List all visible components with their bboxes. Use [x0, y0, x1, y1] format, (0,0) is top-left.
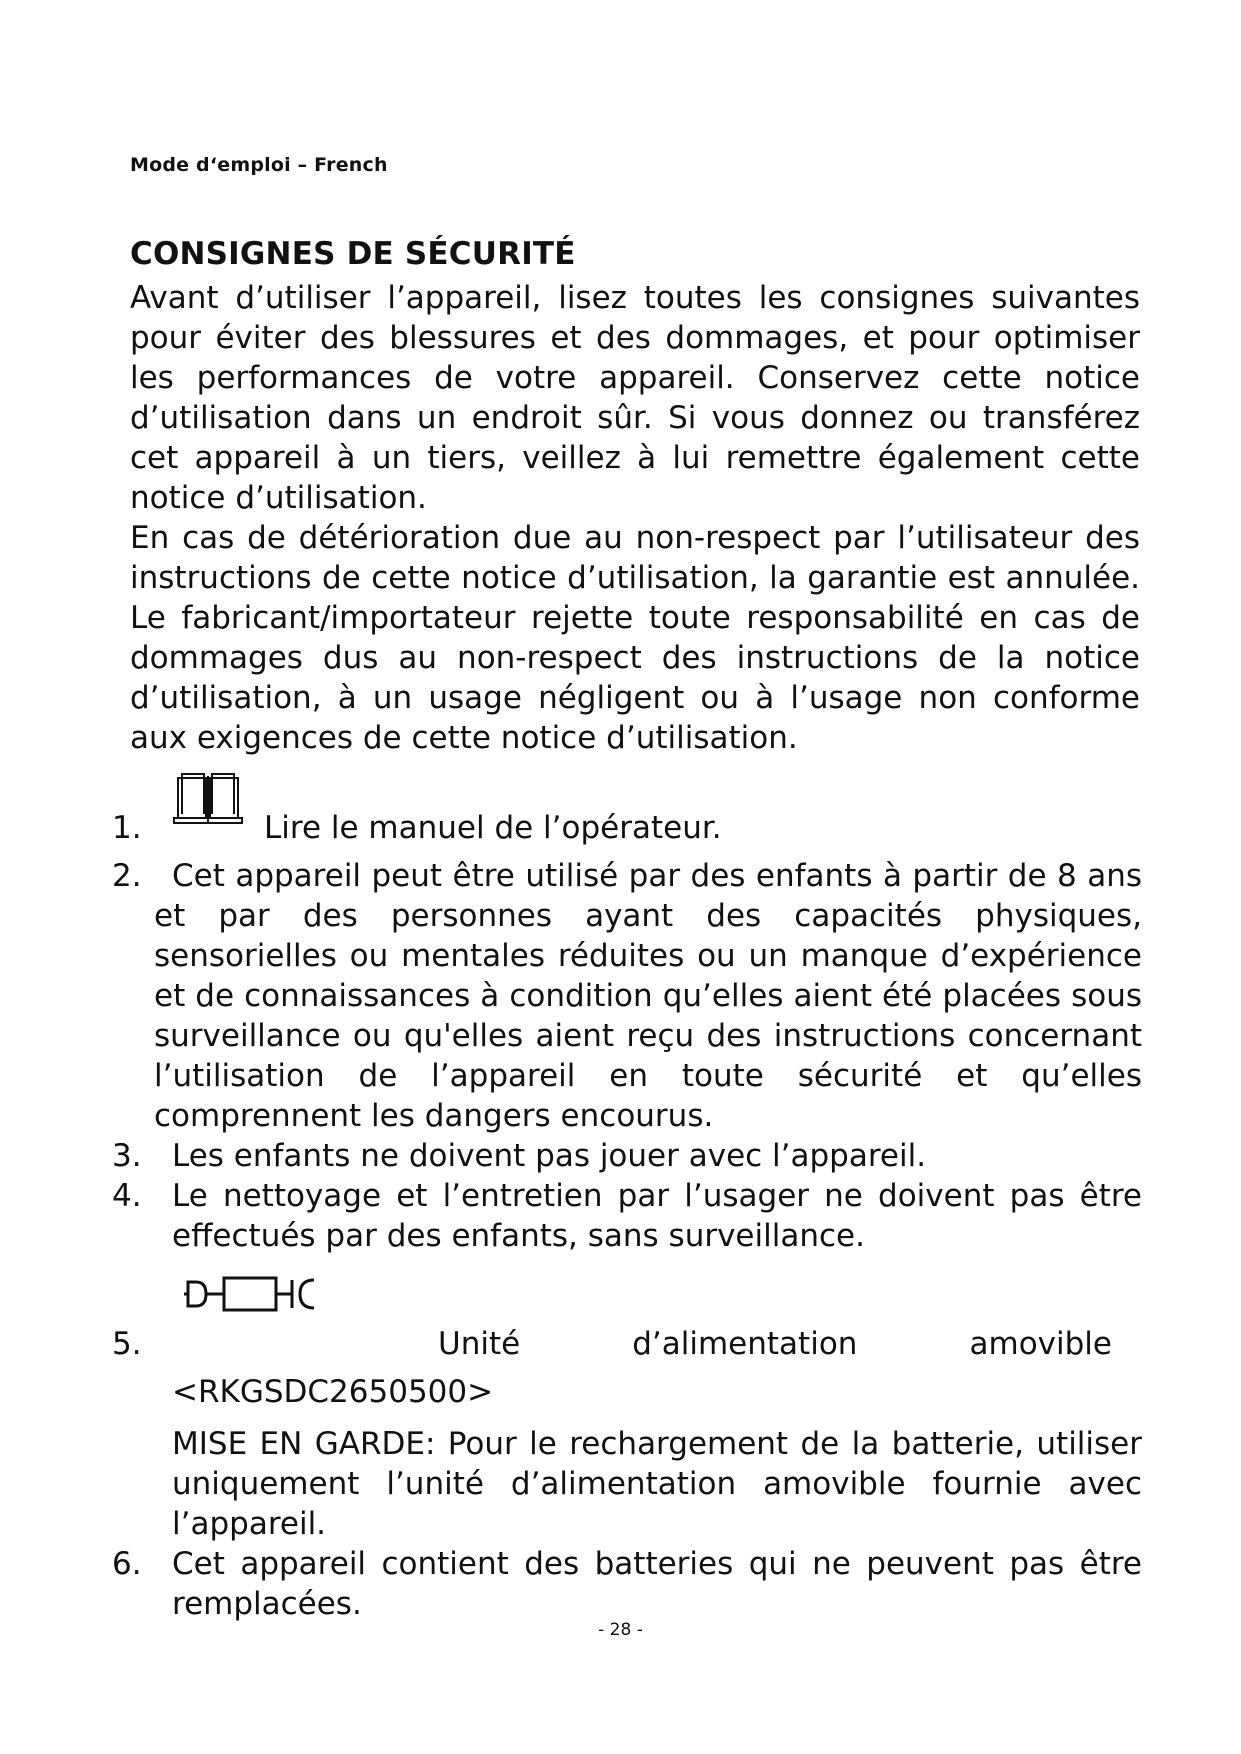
list-item — [112, 856, 1142, 1136]
section-title: CONSIGNES DE SÉCURITÉ — [130, 236, 576, 272]
list-item — [112, 1136, 1142, 1176]
power-unit-details — [112, 1372, 1142, 1544]
intro-paragraph-2: En cas de détérioration due au non-respect par l’utilisateur des instructions de cette notice d’utilisation, la garantie est annulée. Le fabricant/importateur rejette toute responsabilité en cas de dommages dus au non-respect des instructions de la notice d’utilisation, à un usage négligent ou à l’usage non conforme aux exigences de cette notice d’utilisation. — [130, 520, 1140, 756]
warning-text: MISE EN GARDE: Pour le rechargement de la batterie, utiliser uniquement l’unité d’alimentation amovible fournie avec l’appareil. — [172, 1426, 1142, 1542]
item-number: 2. — [112, 858, 142, 894]
item-text: Cet appareil contient des batteries qui ne peuvent pas être remplacées. — [172, 1546, 1142, 1622]
item-text: Le nettoyage et l’entretien par l’usager ne doivent pas être effectués par des enfants, sans surveillance. — [172, 1178, 1142, 1254]
item-number: 3. — [112, 1138, 142, 1174]
item-number: 4. — [112, 1178, 142, 1214]
power-unit-word-2: d’alimentation — [632, 1326, 858, 1362]
safety-instructions-list — [112, 770, 1142, 1624]
item-text: Lire le manuel de l’opérateur. — [264, 810, 722, 846]
power-supply-unit-icon — [184, 1272, 320, 1316]
list-item — [112, 1176, 1142, 1256]
page-number: - 28 - — [598, 1620, 643, 1640]
document-header-label: Mode d‘emploi – French — [130, 154, 388, 176]
item-text: Les enfants ne doivent pas jouer avec l’appareil. — [172, 1138, 927, 1174]
list-item — [112, 1272, 1142, 1372]
item-number: 1. — [112, 810, 142, 846]
power-unit-label — [438, 1324, 1112, 1364]
power-unit-model: <RKGSDC2650500> — [172, 1374, 494, 1410]
item-number: 6. — [112, 1546, 142, 1582]
list-item — [112, 770, 1142, 850]
power-unit-word-3: amovible — [969, 1326, 1112, 1362]
item-text: Cet appareil peut être utilisé par des enfants à partir de 8 ans et par des personnes ayant des capacités physiques, sensorielles ou mentales réduites ou un manque d’expérience et de connaissances à condition qu’elles aient été placées sous surveillance ou qu'elles aient reçu des instructions concernant l’utilisation de l’appareil en toute sécurité et qu’elles comprennent les dangers encourus. — [154, 858, 1142, 1134]
intro-text — [130, 278, 1140, 758]
manual-book-icon — [172, 770, 244, 826]
intro-paragraph-1: Avant d’utiliser l’appareil, lisez toutes les consignes suivantes pour éviter des blessures et des dommages, et pour optimiser les performances de votre appareil. Conservez cette notice d’utilisation dans un endroit sûr. Si vous donnez ou transférez cet appareil à un tiers, veillez à lui remettre également cette notice d’utilisation. — [130, 280, 1140, 516]
list-item — [112, 1544, 1142, 1624]
item-number: 5. — [112, 1326, 142, 1362]
power-unit-word-1: Unité — [438, 1326, 521, 1362]
